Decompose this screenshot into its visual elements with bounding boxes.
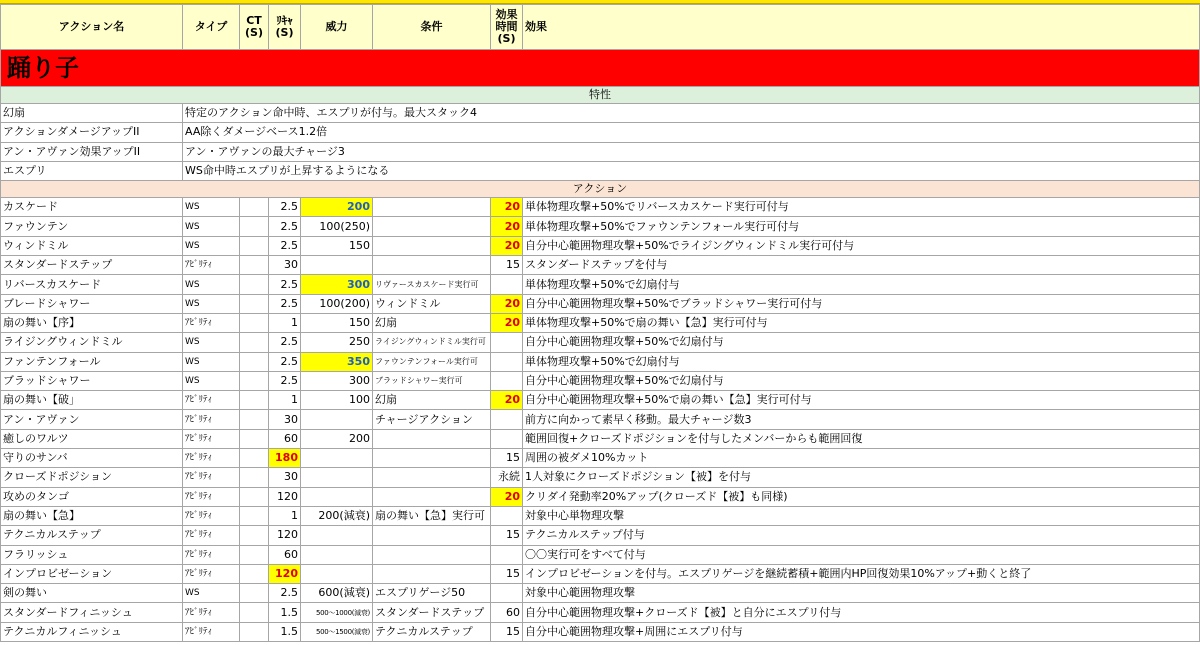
action-type: WS bbox=[183, 371, 240, 390]
action-potency: 300 bbox=[301, 275, 373, 294]
action-recast: 60 bbox=[269, 545, 301, 564]
action-row bbox=[1, 352, 1200, 371]
action-effect: 単体物理攻撃+50%でリバースカスケード実行可付与 bbox=[523, 198, 1200, 217]
action-duration: 20 bbox=[491, 198, 523, 217]
action-duration: 15 bbox=[491, 449, 523, 468]
action-condition: ウィンドミル bbox=[373, 294, 491, 313]
action-type: ｱﾋﾞﾘﾃｨ bbox=[183, 468, 240, 487]
action-duration: 20 bbox=[491, 487, 523, 506]
action-row bbox=[1, 217, 1200, 236]
action-duration: 20 bbox=[491, 236, 523, 255]
action-row bbox=[1, 198, 1200, 217]
action-potency: 250 bbox=[301, 333, 373, 352]
action-ct bbox=[240, 352, 269, 371]
action-type: WS bbox=[183, 217, 240, 236]
action-type: WS bbox=[183, 294, 240, 313]
action-row bbox=[1, 313, 1200, 332]
action-potency bbox=[301, 487, 373, 506]
action-recast: 1.5 bbox=[269, 603, 301, 622]
action-condition: ファウンテンフォール実行可 bbox=[373, 352, 491, 371]
action-recast: 1 bbox=[269, 391, 301, 410]
action-name: スタンダードステップ bbox=[1, 256, 183, 275]
action-condition bbox=[373, 429, 491, 448]
header-row bbox=[1, 5, 1200, 50]
action-effect: 対象中心範囲物理攻撃 bbox=[523, 584, 1200, 603]
action-duration bbox=[491, 371, 523, 390]
action-name: 剣の舞い bbox=[1, 584, 183, 603]
action-name: 守りのサンバ bbox=[1, 449, 183, 468]
header-ct: CT (S) bbox=[240, 5, 269, 50]
trait-row bbox=[1, 104, 1200, 123]
action-ct bbox=[240, 371, 269, 390]
action-row bbox=[1, 275, 1200, 294]
action-duration: 15 bbox=[491, 564, 523, 583]
action-duration: 20 bbox=[491, 294, 523, 313]
header-name: アクション名 bbox=[1, 5, 183, 50]
action-condition bbox=[373, 256, 491, 275]
action-row bbox=[1, 410, 1200, 429]
action-potency bbox=[301, 564, 373, 583]
action-row bbox=[1, 429, 1200, 448]
action-name: ブレードシャワー bbox=[1, 294, 183, 313]
action-type: ｱﾋﾞﾘﾃｨ bbox=[183, 506, 240, 525]
action-condition bbox=[373, 526, 491, 545]
action-condition bbox=[373, 217, 491, 236]
action-duration: 20 bbox=[491, 313, 523, 332]
action-potency bbox=[301, 449, 373, 468]
header-recast: ﾘｷｬ (S) bbox=[269, 5, 301, 50]
action-effect: 範囲回復+クローズドポジションを付与したメンバーからも範囲回復 bbox=[523, 429, 1200, 448]
action-recast: 1.5 bbox=[269, 622, 301, 641]
action-recast: 2.5 bbox=[269, 584, 301, 603]
action-recast: 120 bbox=[269, 564, 301, 583]
action-effect: 自分中心範囲物理攻撃+50%で幻扇付与 bbox=[523, 371, 1200, 390]
action-condition bbox=[373, 487, 491, 506]
action-effect: 前方に向かって素早く移動。最大チャージ数3 bbox=[523, 410, 1200, 429]
action-potency: 200 bbox=[301, 429, 373, 448]
action-potency: 150 bbox=[301, 236, 373, 255]
action-ct bbox=[240, 391, 269, 410]
action-effect: 対象中心単物理攻撃 bbox=[523, 506, 1200, 525]
action-row bbox=[1, 449, 1200, 468]
action-effect: 自分中心範囲物理攻撃+50%で幻扇付与 bbox=[523, 333, 1200, 352]
trait-name: エスプリ bbox=[1, 161, 183, 180]
action-recast: 1 bbox=[269, 313, 301, 332]
action-name: ウィンドミル bbox=[1, 236, 183, 255]
action-type: WS bbox=[183, 236, 240, 255]
action-effect: 単体物理攻撃+50%で幻扇付与 bbox=[523, 275, 1200, 294]
action-ct bbox=[240, 487, 269, 506]
action-condition: 扇の舞い【急】実行可 bbox=[373, 506, 491, 525]
action-condition bbox=[373, 564, 491, 583]
action-name: ファウンテン bbox=[1, 217, 183, 236]
action-row bbox=[1, 584, 1200, 603]
action-ct bbox=[240, 256, 269, 275]
action-condition bbox=[373, 449, 491, 468]
action-recast: 120 bbox=[269, 526, 301, 545]
action-potency bbox=[301, 545, 373, 564]
action-ct bbox=[240, 506, 269, 525]
action-type: WS bbox=[183, 584, 240, 603]
action-name: 攻めのタンゴ bbox=[1, 487, 183, 506]
action-type: ｱﾋﾞﾘﾃｨ bbox=[183, 545, 240, 564]
action-duration bbox=[491, 506, 523, 525]
action-ct bbox=[240, 564, 269, 583]
action-ct bbox=[240, 313, 269, 332]
action-ct bbox=[240, 526, 269, 545]
trait-row bbox=[1, 161, 1200, 180]
trait-desc: アン・アヴァンの最大チャージ3 bbox=[183, 142, 1200, 161]
action-potency bbox=[301, 526, 373, 545]
action-ct bbox=[240, 294, 269, 313]
action-name: ブラッドシャワー bbox=[1, 371, 183, 390]
action-effect: 自分中心範囲物理攻撃+50%でライジングウィンドミル実行可付与 bbox=[523, 236, 1200, 255]
action-effect: 自分中心範囲物理攻撃+50%でブラッドシャワー実行可付与 bbox=[523, 294, 1200, 313]
action-row bbox=[1, 603, 1200, 622]
action-ct bbox=[240, 275, 269, 294]
action-potency bbox=[301, 256, 373, 275]
action-potency: 300 bbox=[301, 371, 373, 390]
action-duration: 永続 bbox=[491, 468, 523, 487]
action-condition: ライジングウィンドミル実行可 bbox=[373, 333, 491, 352]
action-recast: 2.5 bbox=[269, 352, 301, 371]
action-name: カスケード bbox=[1, 198, 183, 217]
action-recast: 60 bbox=[269, 429, 301, 448]
header-duration: 効果 時間 (S) bbox=[491, 5, 523, 50]
traits-section-row bbox=[1, 87, 1200, 104]
action-name: ファンテンフォール bbox=[1, 352, 183, 371]
action-duration bbox=[491, 410, 523, 429]
action-type: WS bbox=[183, 352, 240, 371]
action-effect: 自分中心範囲物理攻撃+周囲にエスプリ付与 bbox=[523, 622, 1200, 641]
action-row bbox=[1, 545, 1200, 564]
action-potency: 100(200) bbox=[301, 294, 373, 313]
action-row bbox=[1, 391, 1200, 410]
action-potency: 150 bbox=[301, 313, 373, 332]
action-ct bbox=[240, 603, 269, 622]
action-type: ｱﾋﾞﾘﾃｨ bbox=[183, 487, 240, 506]
action-type: ｱﾋﾞﾘﾃｨ bbox=[183, 256, 240, 275]
header-potency: 威力 bbox=[301, 5, 373, 50]
action-name: スタンダードフィニッシュ bbox=[1, 603, 183, 622]
action-condition: ブラッドシャワー実行可 bbox=[373, 371, 491, 390]
action-condition bbox=[373, 198, 491, 217]
job-title: 踊り子 bbox=[1, 50, 1200, 87]
action-condition: 幻扇 bbox=[373, 391, 491, 410]
action-potency bbox=[301, 468, 373, 487]
action-row bbox=[1, 294, 1200, 313]
action-recast: 2.5 bbox=[269, 371, 301, 390]
action-ct bbox=[240, 429, 269, 448]
action-ct bbox=[240, 236, 269, 255]
action-potency: 500～1000(減衰) bbox=[301, 603, 373, 622]
action-type: ｱﾋﾞﾘﾃｨ bbox=[183, 410, 240, 429]
action-type: ｱﾋﾞﾘﾃｨ bbox=[183, 391, 240, 410]
action-type: ｱﾋﾞﾘﾃｨ bbox=[183, 449, 240, 468]
action-ct bbox=[240, 410, 269, 429]
action-potency: 600(減衰) bbox=[301, 584, 373, 603]
action-name: 癒しのワルツ bbox=[1, 429, 183, 448]
action-duration bbox=[491, 545, 523, 564]
action-potency bbox=[301, 410, 373, 429]
trait-desc: AA除くダメージベース1.2倍 bbox=[183, 123, 1200, 142]
action-condition: リヴァースカスケード実行可 bbox=[373, 275, 491, 294]
action-effect: 単体物理攻撃+50%でファウンテンフォール実行可付与 bbox=[523, 217, 1200, 236]
action-ct bbox=[240, 198, 269, 217]
action-row bbox=[1, 622, 1200, 641]
action-row bbox=[1, 256, 1200, 275]
action-name: 扇の舞い【破」 bbox=[1, 391, 183, 410]
trait-row bbox=[1, 123, 1200, 142]
action-recast: 180 bbox=[269, 449, 301, 468]
action-row bbox=[1, 333, 1200, 352]
action-effect: 自分中心範囲物理攻撃+クローズド【被】と自分にエスプリ付与 bbox=[523, 603, 1200, 622]
action-row bbox=[1, 506, 1200, 525]
action-row bbox=[1, 487, 1200, 506]
header-effect: 効果 bbox=[523, 5, 1200, 50]
action-duration bbox=[491, 275, 523, 294]
skill-table bbox=[0, 4, 1200, 642]
action-recast: 2.5 bbox=[269, 275, 301, 294]
action-effect: 単体物理攻撃+50%で幻扇付与 bbox=[523, 352, 1200, 371]
action-duration bbox=[491, 429, 523, 448]
action-type: ｱﾋﾞﾘﾃｨ bbox=[183, 603, 240, 622]
action-name: クローズドポジション bbox=[1, 468, 183, 487]
action-name: リバースカスケード bbox=[1, 275, 183, 294]
action-name: テクニカルフィニッシュ bbox=[1, 622, 183, 641]
action-duration: 20 bbox=[491, 217, 523, 236]
action-name: テクニカルステップ bbox=[1, 526, 183, 545]
trait-desc: WS命中時エスプリが上昇するようになる bbox=[183, 161, 1200, 180]
action-condition bbox=[373, 236, 491, 255]
action-row bbox=[1, 468, 1200, 487]
trait-row bbox=[1, 142, 1200, 161]
action-recast: 1 bbox=[269, 506, 301, 525]
action-duration: 15 bbox=[491, 526, 523, 545]
action-name: アン・アヴァン bbox=[1, 410, 183, 429]
action-recast: 30 bbox=[269, 256, 301, 275]
action-type: WS bbox=[183, 198, 240, 217]
action-effect: スタンダードステップを付与 bbox=[523, 256, 1200, 275]
action-name: 扇の舞い【急】 bbox=[1, 506, 183, 525]
action-name: フラリッシュ bbox=[1, 545, 183, 564]
action-row bbox=[1, 526, 1200, 545]
action-duration: 60 bbox=[491, 603, 523, 622]
action-potency: 100(250) bbox=[301, 217, 373, 236]
action-duration bbox=[491, 584, 523, 603]
action-duration: 15 bbox=[491, 622, 523, 641]
action-recast: 120 bbox=[269, 487, 301, 506]
action-potency: 200(減衰) bbox=[301, 506, 373, 525]
trait-name: アン・アヴァン効果アップII bbox=[1, 142, 183, 161]
action-ct bbox=[240, 217, 269, 236]
action-effect: 自分中心範囲物理攻撃+50%で扇の舞い【急】実行可付与 bbox=[523, 391, 1200, 410]
action-ct bbox=[240, 584, 269, 603]
action-ct bbox=[240, 333, 269, 352]
action-recast: 30 bbox=[269, 410, 301, 429]
action-condition: スタンダードステップ bbox=[373, 603, 491, 622]
action-duration: 15 bbox=[491, 256, 523, 275]
action-effect: 周囲の被ダメ10%カット bbox=[523, 449, 1200, 468]
action-potency: 350 bbox=[301, 352, 373, 371]
action-effect: 単体物理攻撃+50%で扇の舞い【急】実行可付与 bbox=[523, 313, 1200, 332]
action-effect: テクニカルステップ付与 bbox=[523, 526, 1200, 545]
action-effect: 1人対象にクローズドポジション【被】を付与 bbox=[523, 468, 1200, 487]
action-effect: インプロビゼーションを付与。エスプリゲージを継続蓄積+範囲内HP回復効果10%アップ+動くと終了 bbox=[523, 564, 1200, 583]
action-type: ｱﾋﾞﾘﾃｨ bbox=[183, 622, 240, 641]
action-recast: 2.5 bbox=[269, 198, 301, 217]
action-condition: エスプリゲージ50 bbox=[373, 584, 491, 603]
trait-name: 幻扇 bbox=[1, 104, 183, 123]
action-name: ライジングウィンドミル bbox=[1, 333, 183, 352]
action-condition: チャージアクション bbox=[373, 410, 491, 429]
action-effect: 〇〇実行可をすべて付与 bbox=[523, 545, 1200, 564]
action-ct bbox=[240, 545, 269, 564]
action-type: ｱﾋﾞﾘﾃｨ bbox=[183, 526, 240, 545]
action-recast: 2.5 bbox=[269, 236, 301, 255]
action-type: ｱﾋﾞﾘﾃｨ bbox=[183, 429, 240, 448]
action-ct bbox=[240, 622, 269, 641]
action-recast: 2.5 bbox=[269, 294, 301, 313]
action-row bbox=[1, 564, 1200, 583]
action-recast: 2.5 bbox=[269, 333, 301, 352]
action-condition bbox=[373, 468, 491, 487]
action-condition: 幻扇 bbox=[373, 313, 491, 332]
action-recast: 30 bbox=[269, 468, 301, 487]
action-recast: 2.5 bbox=[269, 217, 301, 236]
action-duration: 20 bbox=[491, 391, 523, 410]
action-name: インプロビゼーション bbox=[1, 564, 183, 583]
action-row bbox=[1, 371, 1200, 390]
traits-section-label: 特性 bbox=[1, 87, 1200, 104]
action-name: 扇の舞い【序】 bbox=[1, 313, 183, 332]
trait-name: アクションダメージアップII bbox=[1, 123, 183, 142]
trait-desc: 特定のアクション命中時、エスプリが付与。最大スタック4 bbox=[183, 104, 1200, 123]
action-type: WS bbox=[183, 275, 240, 294]
action-type: WS bbox=[183, 333, 240, 352]
action-type: ｱﾋﾞﾘﾃｨ bbox=[183, 564, 240, 583]
action-condition bbox=[373, 545, 491, 564]
action-duration bbox=[491, 352, 523, 371]
action-type: ｱﾋﾞﾘﾃｨ bbox=[183, 313, 240, 332]
action-potency: 200 bbox=[301, 198, 373, 217]
action-effect: クリダイ発動率20%アップ(クローズド【被】も同様) bbox=[523, 487, 1200, 506]
action-duration bbox=[491, 333, 523, 352]
action-condition: テクニカルステップ bbox=[373, 622, 491, 641]
header-condition: 条件 bbox=[373, 5, 491, 50]
actions-section-label: アクション bbox=[1, 181, 1200, 198]
action-row bbox=[1, 236, 1200, 255]
actions-section-row bbox=[1, 181, 1200, 198]
action-potency: 100 bbox=[301, 391, 373, 410]
job-row bbox=[1, 50, 1200, 87]
action-ct bbox=[240, 468, 269, 487]
action-potency: 500～1500(減衰) bbox=[301, 622, 373, 641]
action-ct bbox=[240, 449, 269, 468]
header-type: タイプ bbox=[183, 5, 240, 50]
